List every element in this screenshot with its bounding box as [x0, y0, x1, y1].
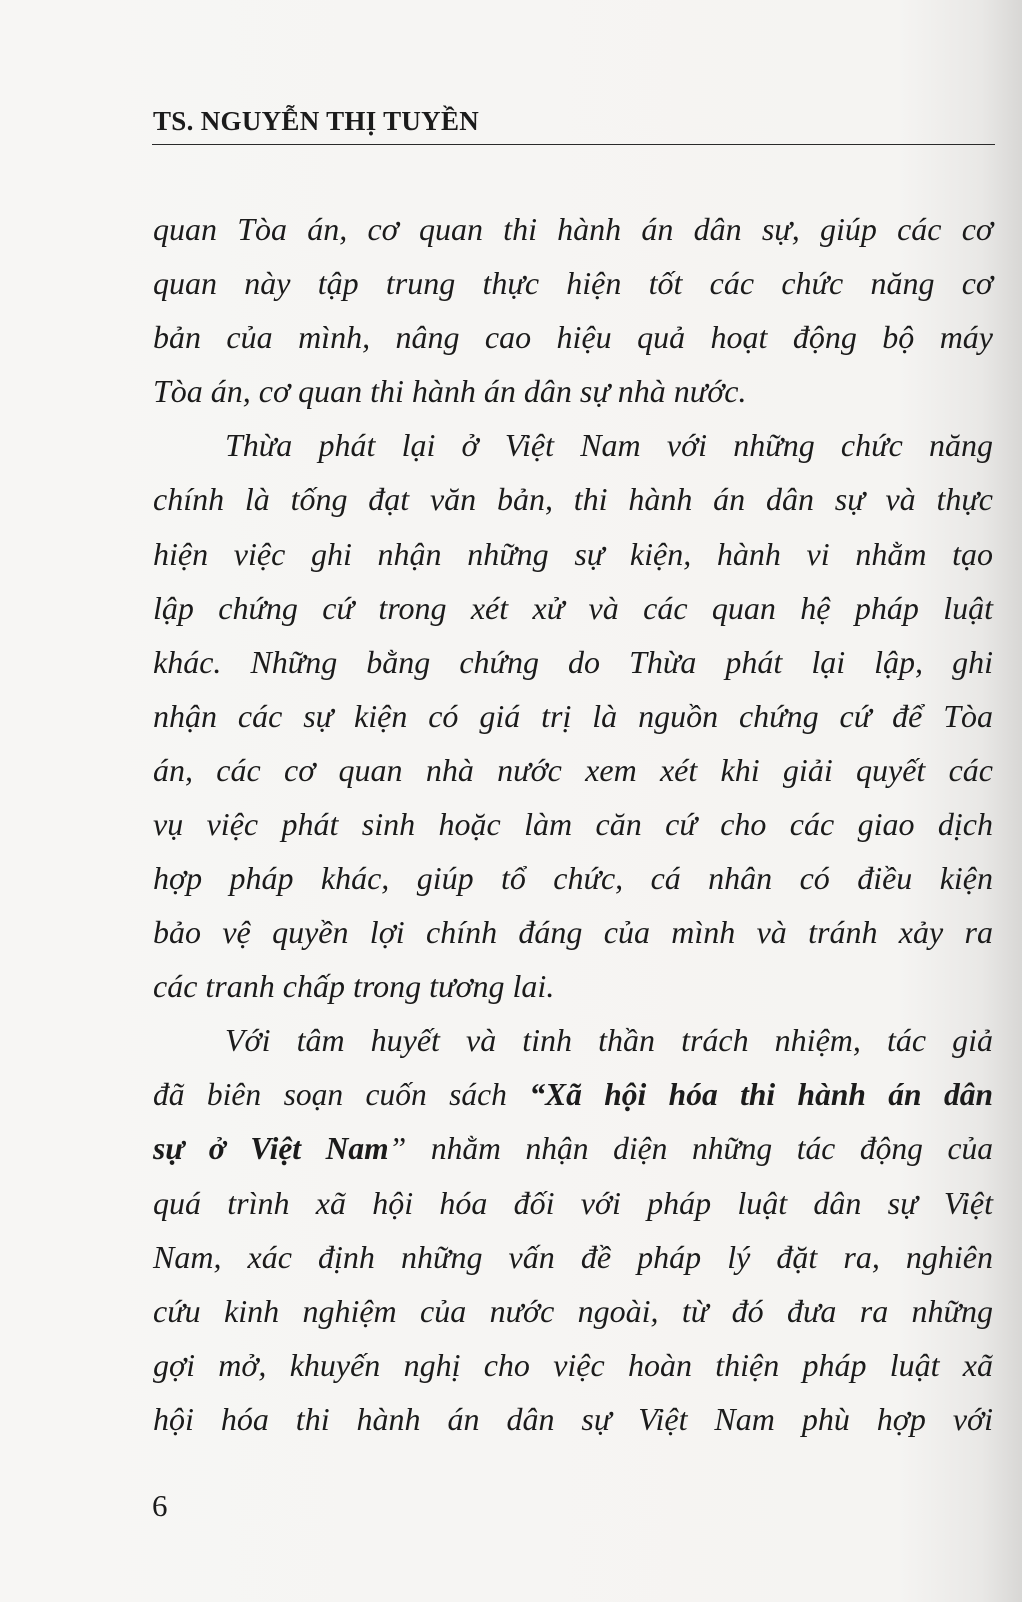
text-line: bản của mình, nâng cao hiệu quả hoạt động bộ máy — [153, 319, 993, 356]
body-text — [153, 202, 993, 1446]
running-head-author: TS. NGUYỄN THỊ TUYỀN — [153, 106, 480, 136]
book-title: sự ở Việt Nam — [153, 1130, 389, 1166]
text-line: án, các cơ quan nhà nước xem xét khi giải quyết các — [153, 751, 993, 788]
text-line: Thừa phát lại ở Việt Nam với những chức năng — [225, 427, 993, 464]
text-line — [153, 1122, 993, 1176]
text-line: Với tâm huyết và tinh thần trách nhiệm, tác giả — [225, 1022, 993, 1059]
text-line: Nam, xác định những vấn đề pháp lý đặt ra, nghiên — [153, 1238, 993, 1275]
text-line: Tòa án, cơ quan thi hành án dân sự nhà nước. — [153, 373, 747, 410]
text-line: khác. Những bằng chứng do Thừa phát lại lập, ghi — [153, 643, 993, 680]
text-line: hợp pháp khác, giúp tổ chức, cá nhân có điều kiện — [153, 860, 993, 897]
header-rule — [152, 144, 995, 145]
text-line: hiện việc ghi nhận những sự kiện, hành vi nhằm tạo — [153, 535, 993, 572]
text-line: quan này tập trung thực hiện tốt các chức năng cơ — [153, 265, 993, 302]
text-line: nhận các sự kiện có giá trị là nguồn chứng cứ để Tòa — [153, 697, 993, 734]
text-line — [153, 1068, 993, 1122]
text-line: bảo vệ quyền lợi chính đáng của mình và tránh xảy ra — [153, 914, 993, 951]
text-span: ” nhằm nhận diện những tác động của — [388, 1130, 993, 1166]
book-title: “Xã hội hóa thi hành án dân — [529, 1076, 993, 1112]
text-line: cứu kinh nghiệm của nước ngoài, từ đó đưa ra những — [153, 1292, 993, 1329]
text-line: các tranh chấp trong tương lai. — [153, 968, 555, 1005]
text-line: hội hóa thi hành án dân sự Việt Nam phù hợp với — [153, 1401, 993, 1438]
text-line: chính là tống đạt văn bản, thi hành án dân sự và thực — [153, 481, 993, 518]
text-line: gợi mở, khuyến nghị cho việc hoàn thiện pháp luật xã — [153, 1346, 993, 1383]
text-line: quan Tòa án, cơ quan thi hành án dân sự, giúp các cơ — [153, 211, 993, 247]
text-line: quá trình xã hội hóa đối với pháp luật dân sự Việt — [153, 1184, 993, 1221]
text-line: vụ việc phát sinh hoặc làm căn cứ cho các giao dịch — [153, 806, 993, 843]
text-span: đã biên soạn cuốn sách — [153, 1076, 530, 1112]
text-line: lập chứng cứ trong xét xử và các quan hệ pháp luật — [153, 589, 993, 626]
page-number: 6 — [152, 1488, 168, 1523]
